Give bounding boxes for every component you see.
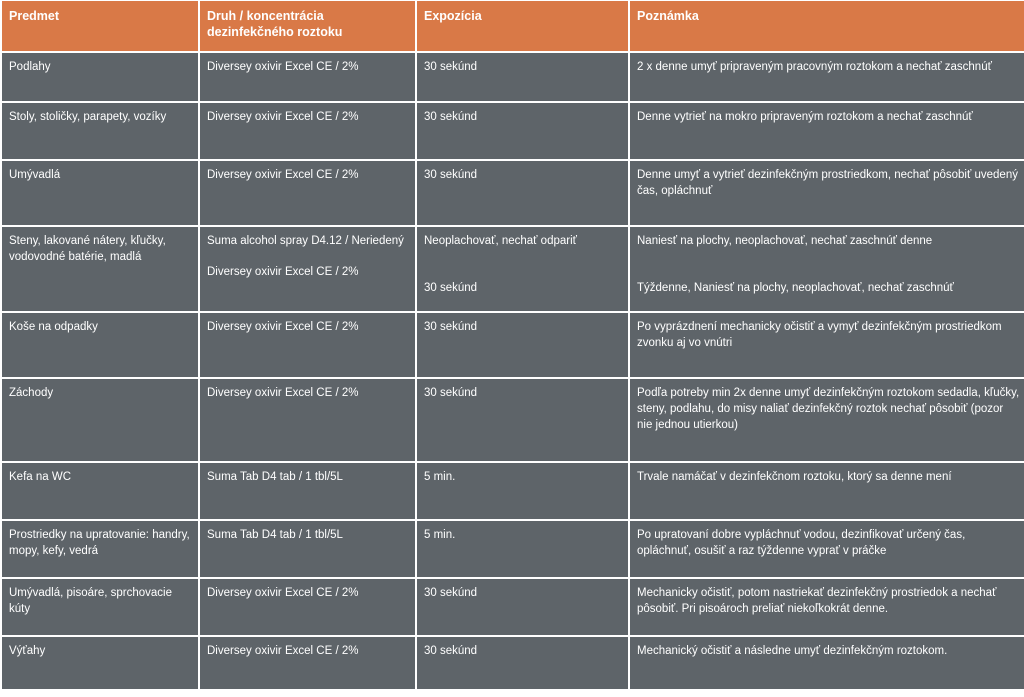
cell-subject: Záchody [2, 379, 198, 461]
cell-agent: Diversey oxivir Excel CE / 2% [200, 313, 415, 377]
cell-exposure: Neoplachovať, nechať odpariť [424, 235, 577, 247]
cell-agent-secondary: Diversey oxivir Excel CE / 2% [207, 266, 359, 278]
cell-subject: Koše na odpadky [2, 313, 198, 377]
cell-note: Denne vytrieť na mokro pripraveným roztokom a nechať zaschnúť [630, 103, 1024, 159]
cell-subject: Umývadlá, pisoáre, sprchovacie kúty [2, 579, 198, 635]
table-row [2, 379, 1024, 461]
cell-spacer [637, 249, 1020, 280]
cell-note: Mechanický očistiť a následne umyť dezinfekčným roztokom. [630, 637, 1024, 689]
cell-exposure: 30 sekúnd [417, 161, 628, 225]
cell-subject: Stoly, stoličky, parapety, vozíky [2, 103, 198, 159]
cell-note-secondary: Týždenne, Nanies​ť na plochy, neoplachovať, nechať zaschnúť [637, 282, 954, 294]
cell-agent: Diversey oxivir Excel CE / 2% [200, 53, 415, 101]
cell-note: Po vyprázdnení mechanicky očistiť a vymyť dezinfekčným prostriedkom zvonku aj vo vnútri [630, 313, 1024, 377]
cell-exposure: 30 sekúnd [417, 53, 628, 101]
cell-subject: Steny, lakované nátery, kľučky, vodovodné batérie, madlá [2, 227, 198, 311]
cell-agent: Diversey oxivir Excel CE / 2% [200, 161, 415, 225]
header-exposure: Expozícia [417, 1, 628, 51]
cell-subject: Kefa na WC [2, 463, 198, 519]
cell-agent: Diversey oxivir Excel CE / 2% [200, 379, 415, 461]
cell-note-group [630, 227, 1024, 311]
cell-subject: Podlahy [2, 53, 198, 101]
cell-agent: Diversey oxivir Excel CE / 2% [200, 579, 415, 635]
table-row [2, 637, 1024, 689]
cell-exposure: 30 sekúnd [417, 313, 628, 377]
cell-exposure: 30 sekúnd [417, 103, 628, 159]
cell-note: Nanies​ť na plochy, neoplachovať, nechať zaschnúť denne [637, 235, 933, 247]
table-row [2, 463, 1024, 519]
table-row [2, 53, 1024, 101]
cell-agent: Diversey oxivir Excel CE / 2% [200, 637, 415, 689]
cell-exposure-secondary: 30 sekúnd [424, 282, 478, 294]
cell-note: Mechanicky očistiť, potom nastriekať dezinfekčný prostriedok a nechať pôsobiť. Pri pisoároch preliať niekoľkokrát denne. [630, 579, 1024, 635]
table-row [2, 521, 1024, 577]
cell-note: Trvale namáčať v dezinfekčnom roztoku, ktorý sa denne mení [630, 463, 1024, 519]
cell-subject: Výťahy [2, 637, 198, 689]
cell-note: Po upratovaní dobre vypláchnuť vodou, dezinfikovať určený čas, opláchnuť, osušiť a raz týždenne vyprať v práčke [630, 521, 1024, 577]
header-subject: Predmet [2, 1, 198, 51]
cell-note: Podľa potreby min 2x denne umyť dezinfekčným roztokom sedadla, kľučky, steny, podlahu, do misy naliať dezinfekčný roztok nechať pôsobiť (pozor nie jednou utierkou) [630, 379, 1024, 461]
table-row [2, 579, 1024, 635]
cell-agent: Diversey oxivir Excel CE / 2% [200, 103, 415, 159]
cell-agent-group [200, 227, 415, 311]
cell-subject: Prostriedky na upratovanie: handry, mopy, kefy, vedrá [2, 521, 198, 577]
table-row [2, 103, 1024, 159]
cell-exposure: 30 sekúnd [417, 637, 628, 689]
cell-spacer [424, 249, 622, 280]
header-note: Poznámka [630, 1, 1024, 51]
cell-exposure-group [417, 227, 628, 311]
cell-exposure: 5 min. [417, 463, 628, 519]
cell-agent: Suma Tab D4 tab / 1 tbl/5L [200, 521, 415, 577]
table-row [2, 227, 1024, 311]
cell-subject: Umývadlá [2, 161, 198, 225]
cell-agent: Suma Tab D4 tab / 1 tbl/5L [200, 463, 415, 519]
table-row [2, 161, 1024, 225]
header-row [2, 1, 1024, 51]
cell-exposure: 30 sekúnd [417, 379, 628, 461]
cell-exposure: 5 min. [417, 521, 628, 577]
cell-agent: Suma alcohol spray D4.12 / Neriedený [207, 235, 404, 247]
cell-note: Denne umyť a vytrieť dezinfekčným prostriedkom, nechať pôsobiť uvedený čas, opláchnuť [630, 161, 1024, 225]
table-row [2, 313, 1024, 377]
cell-exposure: 30 sekúnd [417, 579, 628, 635]
cell-note: 2 x denne umyť pripraveným pracovným roztokom a nechať zaschnúť [630, 53, 1024, 101]
cell-spacer [207, 249, 409, 264]
header-agent: Druh / koncentrácia dezinfekčného roztoku [200, 1, 415, 51]
